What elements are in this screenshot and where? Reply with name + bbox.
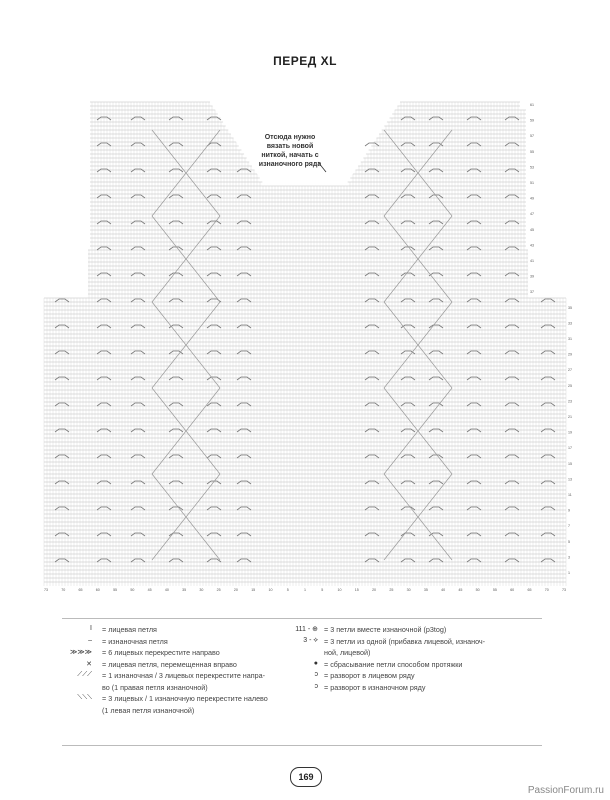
legend-text: = сбрасывание петли способом протяжки bbox=[324, 659, 463, 669]
diamond-pattern-line bbox=[152, 130, 220, 216]
row-number: 57 bbox=[530, 134, 534, 139]
row-number: 21 bbox=[568, 415, 572, 419]
row-number: 49 bbox=[530, 196, 534, 201]
chart-note: Отсюда нужно вязать новой ниткой, начать с изнаночного ряда bbox=[258, 134, 322, 168]
legend-text: = разворот в изнаночном ряду bbox=[324, 682, 426, 692]
row-number: 15 bbox=[568, 461, 572, 466]
row-number: 53 bbox=[530, 165, 534, 170]
page-number: 169 bbox=[290, 767, 322, 787]
column-number: 40 bbox=[441, 588, 446, 592]
legend-symbol: ↄ bbox=[314, 671, 318, 678]
legend-text: = лицевая петля, перемещенная вправо bbox=[102, 659, 237, 669]
row-number: 23 bbox=[568, 399, 572, 404]
row-number: 35 bbox=[568, 305, 572, 310]
legend-symbol: 3 - ⟡ bbox=[303, 636, 318, 644]
row-number: 7 bbox=[568, 524, 570, 529]
row-number: 39 bbox=[530, 274, 534, 279]
column-number: 73 bbox=[562, 588, 566, 592]
diamond-pattern-line bbox=[384, 302, 452, 388]
column-number: 15 bbox=[251, 588, 256, 592]
legend-text: = лицевая петля bbox=[102, 625, 157, 634]
row-number: 1 bbox=[568, 571, 570, 575]
diamond-pattern-line bbox=[152, 388, 220, 474]
row-number: 37 bbox=[530, 290, 534, 295]
page-title: ПЕРЕД XL bbox=[273, 54, 337, 68]
column-number: 65 bbox=[78, 588, 83, 592]
row-number: 13 bbox=[568, 477, 572, 482]
legend-text: ной, лицевой) bbox=[324, 648, 371, 657]
row-number: 29 bbox=[568, 352, 572, 357]
row-number: 25 bbox=[568, 383, 572, 388]
watermark: PassionForum.ru bbox=[527, 785, 604, 796]
diamond-pattern-line bbox=[384, 216, 452, 302]
diamond-pattern-line bbox=[384, 130, 452, 216]
column-number: 73 bbox=[44, 588, 48, 592]
column-number: 25 bbox=[216, 588, 221, 592]
row-number: 59 bbox=[530, 118, 534, 123]
column-number: 15 bbox=[354, 588, 359, 592]
column-number: 35 bbox=[423, 588, 428, 592]
column-number: 25 bbox=[389, 588, 394, 592]
chart-grid bbox=[44, 102, 566, 586]
legend-symbol: ✕ bbox=[86, 660, 92, 668]
legend-symbol: ● bbox=[313, 659, 318, 667]
legend-text: = 3 петли вместе изнаночной (p3tog) bbox=[324, 625, 447, 634]
column-number: 50 bbox=[475, 588, 480, 592]
row-number: 51 bbox=[530, 181, 534, 185]
legend-symbol: I bbox=[90, 625, 92, 632]
row-number: 3 bbox=[568, 555, 570, 560]
legend-text: (1 левая петля изнаночной) bbox=[102, 705, 195, 715]
column-number: 20 bbox=[233, 588, 238, 592]
column-number: 30 bbox=[199, 588, 204, 592]
column-number: 40 bbox=[164, 588, 169, 592]
column-number: 60 bbox=[95, 588, 100, 592]
diamond-pattern-line bbox=[152, 302, 220, 388]
row-number: 11 bbox=[568, 493, 572, 497]
column-number: 35 bbox=[182, 588, 187, 592]
diamond-pattern-line bbox=[152, 474, 220, 560]
row-number: 45 bbox=[530, 227, 534, 232]
column-number: 20 bbox=[372, 588, 377, 592]
legend-symbol: ↄ bbox=[314, 682, 318, 690]
row-number: 55 bbox=[530, 149, 534, 154]
row-number: 5 bbox=[568, 539, 570, 544]
column-number: 50 bbox=[130, 588, 135, 592]
column-number: 60 bbox=[510, 588, 515, 592]
row-number: 9 bbox=[568, 508, 570, 513]
diamond-pattern-line bbox=[384, 474, 452, 560]
column-number: 65 bbox=[527, 588, 532, 592]
row-number: 31 bbox=[568, 337, 572, 341]
legend-text: = 3 лицевых / 1 изнаночную перекрестите налево bbox=[102, 694, 268, 703]
diamond-pattern-line bbox=[152, 216, 220, 302]
row-number: 41 bbox=[530, 259, 534, 263]
column-number: 10 bbox=[337, 588, 342, 592]
column-number: 55 bbox=[492, 588, 497, 592]
column-number: 70 bbox=[544, 588, 549, 592]
column-number: 30 bbox=[406, 588, 411, 592]
legend-symbol: – bbox=[88, 636, 92, 644]
legend bbox=[62, 618, 542, 746]
column-number: 10 bbox=[268, 588, 273, 592]
column-number: 1 bbox=[304, 588, 306, 592]
legend-text: = 6 лицевых перекрестите направо bbox=[102, 648, 220, 657]
legend-text: = разворот в лицевом ряду bbox=[324, 671, 415, 680]
legend-text: = 1 изнаночная / 3 лицевых перекрестите напра- bbox=[102, 671, 266, 680]
legend-text: = 3 петли из одной (прибавка лицевой, изнаноч- bbox=[324, 636, 486, 646]
column-number: 5 bbox=[286, 588, 289, 592]
column-number: 55 bbox=[113, 588, 118, 592]
row-number: 17 bbox=[568, 446, 572, 451]
row-number: 19 bbox=[568, 430, 572, 435]
grid-vertical-lines bbox=[44, 102, 566, 586]
legend-symbol: ⟋⟋⟋ bbox=[77, 671, 92, 678]
legend-text: = изнаночная петля bbox=[102, 636, 168, 646]
column-number: 45 bbox=[147, 588, 152, 592]
row-number: 47 bbox=[530, 212, 534, 217]
column-number: 5 bbox=[321, 588, 324, 592]
legend-symbol: ⟍⟍⟍ bbox=[77, 694, 92, 701]
legend-symbol: 111 - ⊕ bbox=[295, 626, 318, 633]
row-number: 61 bbox=[530, 103, 534, 107]
column-number: 45 bbox=[458, 588, 463, 592]
legend-symbol: ≫≫≫ bbox=[70, 649, 92, 656]
row-number: 27 bbox=[568, 368, 572, 373]
row-number: 33 bbox=[568, 321, 572, 326]
column-number: 70 bbox=[61, 588, 66, 592]
row-number: 43 bbox=[530, 243, 534, 248]
legend-text: во (1 правая петля изнаночной) bbox=[102, 682, 208, 692]
